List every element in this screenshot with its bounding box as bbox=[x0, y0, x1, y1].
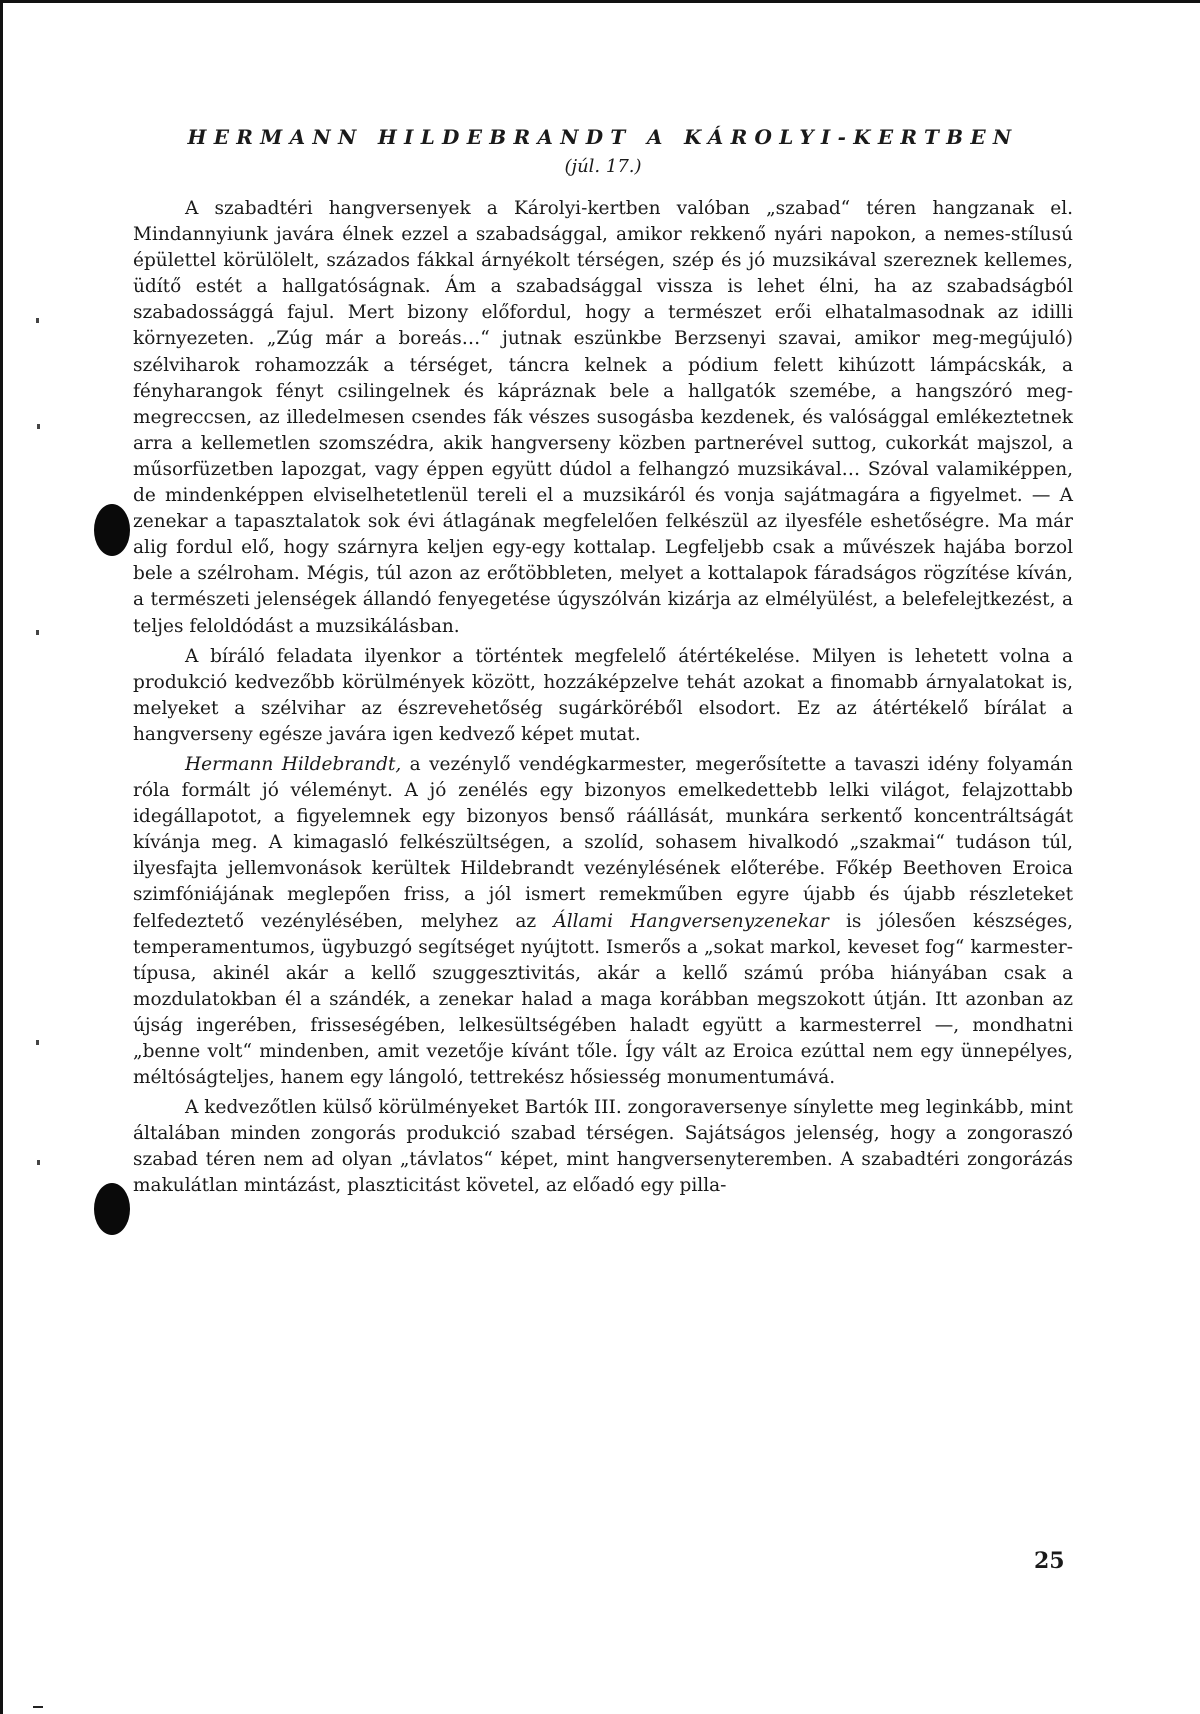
paragraph-1: A szabadtéri hangversenyek a Károlyi-kertben valóban „szabad“ téren hangzanak el. Mindannyiunk javára élnek ezzel a szabadsággal, amikor rekkenő nyári napokon, a nemes-stílusú épülettel körülölelt, százados fákkal árnyékolt térségen, szép és jó muzsikával szereznek kellemes, üdítő estét a hallgatóságnak. Ám a szabadsággal vissza is lehet élni, ha az szabadságból szabadossággá fajul. Mert bizony előfordul, hogy a természet erői elhatalmasodnak az idilli környezeten. „Zúg már a boreás…“ jutnak eszünkbe Berzsenyi szavai, amikor meg-megújuló) szélviharok rohamozzák a térséget, táncra kelnek a pódium felett kihúzott lámpácskák, a fényharangok fényt csilingelnek és kápráznak bele a hallgatók szemébe, a hangszóró meg-megreccsen, az illedelmesen csendes fák vészes susogásba kezdenek, és valósággal emlékeztetnek arra a kellemetlen szomszédra, akik hangverseny közben partnerével suttog, cukorkát majszol, a műsorfüzetben lapozgat, vagy éppen együtt dúdol a felhangzó muzsikával… Szóval valamiképpen, de mindenképpen elviselhetetlenül tereli el a muzsikáról és vonja sajátmagára a figyelmet. — A zenekar a tapasztalatok sok évi átlagának megfelelően felkészül az ilyesféle eshetőségre. Ma már alig fordul elő, hogy szárnyra keljen egy-egy kottalap. Legfeljebb csak a művészek hajába borzol bele a szélroham. Mégis, túl azon az erőtöbbleten, melyet a kottalapok fáradságos rögzítése kíván, a természeti jelenségek állandó fenyegetése úgyszólván kizárja az elmélyülést, a belefelejtkezést, a teljes feloldódást a muzsikálásban. bbox=[133, 198, 1073, 637]
page-number: 25 bbox=[1034, 1548, 1065, 1574]
orchestra-name: Állami Hangversenyzenekar bbox=[553, 910, 829, 932]
document-page bbox=[133, 122, 1073, 1204]
punch-hole bbox=[94, 504, 130, 556]
conductor-name: Hermann Hildebrandt, bbox=[185, 753, 402, 775]
scan-speck bbox=[36, 630, 39, 635]
paragraph-4: A kedvezőtlen külső körülményeket Bartók III. zongoraversenye sínylette meg leginkább, mint általában minden zongorás produkció szabad térségen. Sajátságos jelenség, hogy a zongoraszó szabad téren nem ad olyan „távlatos“ képet, mint hangversenyteremben. A szabadtéri zongorázás makulátlan mintázást, plaszticitást követel, az előadó egy pilla- bbox=[133, 1097, 1073, 1197]
scan-left-edge bbox=[0, 0, 3, 1714]
paragraph-3-text-after: is jólesően készséges, temperamentumos, ügybuzgó segítséget nyújtott. Ismerős a „sokat markol, keveset fog“ karmester-típusa, akinél akár a kellő szuggesztivitás, akár a kellő számú próba hiányában csak a mozdulatokban él a szándék, a zenekar halad a maga korábban megszokott útján. Itt azonban az újság ingerében, frisseségében, lelkesültségében haladt együtt a karmesterrel —, mondhatni „benne volt“ mindenben, amit vezetője kívánt tőle. Így vált az Eroica ezúttal nem egy ünnepélyes, méltóságteljes, hanem egy lángoló, tettrekész hősiesség monumentumává. bbox=[133, 910, 1074, 1089]
scan-speck bbox=[36, 1040, 39, 1045]
paragraph-2: A bíráló feladata ilyenkor a történtek megfelelő átértékelése. Milyen is lehetett volna a produkció kedvezőbb körülmények között, hozzáképzelve tehát azokat a finomabb árnyalatokat is, melyeket a szélvihar az észrevehetőség sugárköréből elsodort. Ez az átértékelő bírálat a hangverseny egésze javára igen kedvező képet mutat. bbox=[133, 645, 1073, 745]
paragraph-3 bbox=[133, 752, 1073, 1091]
paragraph-3-text: a vezénylő vendégkarmester, megerősítette a tavaszi idény folyamán róla formált jó véleményt. A jó zenélés egy bizonyos emelkedettebb lelki világot, felajzottabb idegállapotot, a figyelemnek egy bizonyos benső ráállását, munkára serkentő koncentráltságát kívánja meg. A kimagasló felkészültségen, a szolíd, sohasem hivalkodó „szakmai“ tudáson túl, ilyesfajta jellemvonások kerültek Hildebrandt vezénylésének előterébe. Főkép Beethoven Eroica szimfóniájának meglepően friss, a jól ismert remekműben egyre újabb és újabb részleteket felfedeztető vezénylésében, melyhez az bbox=[133, 753, 1073, 932]
scan-top-edge bbox=[0, 0, 1200, 3]
article-date: (júl. 17.) bbox=[564, 156, 642, 177]
scan-bottom-mark bbox=[33, 1706, 43, 1708]
article-title: HERMANN HILDEBRANDT A KÁROLYI-KERTBEN bbox=[187, 125, 1019, 149]
scan-speck bbox=[36, 318, 39, 323]
scan-speck bbox=[37, 424, 40, 429]
scan-speck bbox=[37, 1160, 40, 1165]
punch-hole bbox=[94, 1183, 130, 1235]
